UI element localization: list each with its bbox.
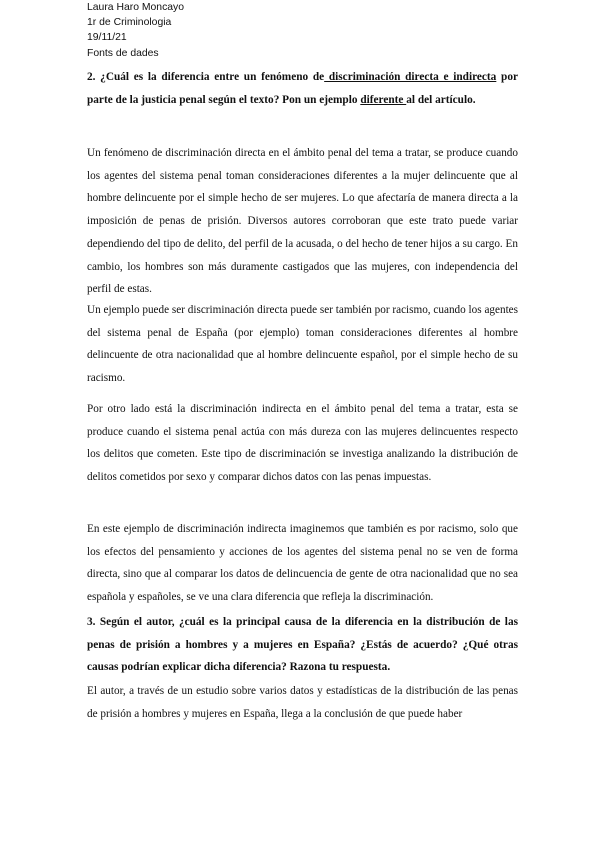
paragraph-direct-example: Un ejemplo puede ser discriminación directa puede ser también por racismo, cuando los agentes del sistema penal de España (por ejemplo) toman consideraciones diferentes al hombre delincuente de otra nacionalidad que al hombre delincuente español, por el simple hecho de su racismo.	[87, 304, 518, 385]
question-2-text-b: por parte de la justicia penal según el texto? Pon un ejemplo	[87, 71, 518, 106]
paragraph-direct-discrimination: Un fenómeno de discriminación directa en el ámbito penal del tema a tratar, se produce cuando los agentes del sistema penal toman consideraciones diferentes a la mujer delincuente que al hombre delincuente por el simple hecho de ser mujeres. Lo que afectaría de manera directa a la imposición de penas de prisión. Diversos autores corroboran que este trato puede variar dependiendo del tipo de delito, del perfil de la acusada, o del hecho de tener hijos a su cargo. En cambio, los hombres son más duramente castigados que las mujeres, con independencia del perfil de estas.	[87, 147, 518, 296]
question-2-text-a: 2. ¿Cuál es la diferencia entre un fenómeno de	[87, 71, 325, 83]
author-name: Laura Haro Moncayo	[87, 2, 185, 13]
paragraph-indirect-discrimination: Por otro lado está la discriminación indirecta en el ámbito penal del tema a tratar, esta se produce cuando el sistema penal actúa con más dureza con las mujeres delincuentes respecto los delitos que cometen. Este tipo de discriminación se investiga analizando la distribución de delitos cometidos por sexo y comparar dichos datos con las penas impuestas.	[87, 403, 518, 484]
document-date: 19/11/21	[87, 32, 127, 44]
course-name: 1r de Criminologia	[87, 17, 172, 29]
question-2-underlined-a: discriminación directa e indirecta	[324, 71, 497, 83]
question-3-heading: 3. Según el autor, ¿cuál es la principal causa de la diferencia en la distribución de las penas de prisión a hombres y a mujeres en España? ¿Estás de acuerdo? ¿Qué otras causas podrían explicar dicha diferencia? Razona tu respuesta.	[87, 616, 518, 673]
question-2-heading	[87, 66, 518, 111]
subject-name: Fonts de dades	[87, 47, 159, 59]
paragraph-indirect-example: En este ejemplo de discriminación indirecta imaginemos que también es por racismo, solo que los efectos del pensamiento y acciones de los agentes del sistema penal no se ven de forma directa, sino que al comparar los datos de delincuencia de gente de otra nacionalidad que no sea española y españoles, se ve una clara diferencia que refleja la discriminación.	[87, 523, 518, 604]
question-2-underlined-b: diferente	[360, 93, 407, 106]
question-2-text-c: al del artículo.	[406, 93, 476, 106]
document-header	[87, 0, 184, 61]
paragraph-answer-3: El autor, a través de un estudio sobre varios datos y estadísticas de la distribución de las penas de prisión a hombres y mujeres en España, llega a la conclusión de que puede haber	[87, 685, 518, 720]
